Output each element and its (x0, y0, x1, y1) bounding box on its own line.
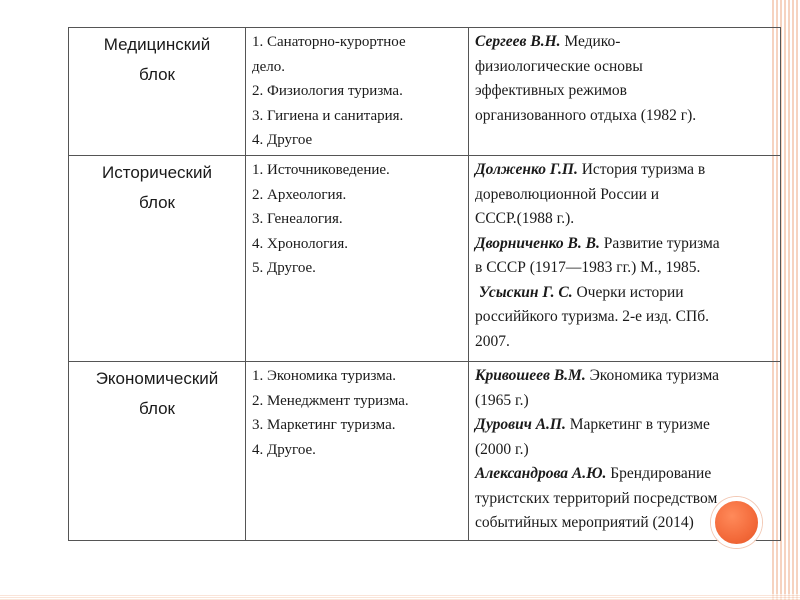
subject-item: 1. Экономика туризма. (252, 368, 397, 384)
subject-item: 1. Источниковедение. (252, 162, 390, 178)
block-name-line: блок (139, 65, 175, 84)
subject-item: 4. Другое (252, 132, 313, 148)
reference-text: Брендирование (606, 465, 712, 482)
reference-line (475, 330, 774, 355)
block-name-line: Медицинский (103, 35, 211, 54)
reference-text: (1965 г.) (475, 391, 529, 409)
subject-item: 3. Гигиена и санитария. (252, 107, 404, 124)
table-body (69, 28, 781, 541)
reference-line (475, 79, 774, 104)
subject-item: 2. Менеджмент туризма. (252, 392, 409, 409)
reference-author: Александрова А.Ю. (475, 465, 607, 482)
reference-author: Дворниченко В. В. (475, 234, 600, 252)
block-name-cell (69, 362, 246, 541)
reference-line (475, 232, 774, 257)
subject-item: 5. Другое. (252, 260, 316, 276)
reference-text: Очерки истории (572, 283, 684, 301)
block-name-line: блок (139, 193, 175, 212)
reference-line (475, 104, 774, 129)
table-row (69, 28, 781, 156)
reference-author: Кривошеев В.М. (475, 367, 586, 384)
subject-item: 3. Генеалогия. (252, 211, 343, 227)
reference-line (475, 183, 774, 208)
block-name-line: Экономический (95, 369, 219, 388)
table-row (69, 362, 781, 541)
reference-text: физиологические основы (475, 57, 643, 75)
reference-author: Сергеев В.Н. (475, 33, 561, 50)
references-cell (469, 156, 781, 362)
subjects-cell (246, 156, 469, 362)
reference-line (475, 389, 774, 414)
subjects-cell (246, 362, 469, 541)
reference-text: организованного отдыха (1982 г). (475, 106, 697, 124)
reference-text: Развитие туризма (599, 234, 720, 252)
decorative-bottom-stripes (0, 594, 800, 600)
subject-item: 4. Другое. (252, 441, 316, 458)
reference-author: Долженко Г.П. (475, 161, 578, 178)
decorative-orange-circle (711, 497, 762, 548)
reference-text: событийных мероприятий (2014) (475, 514, 694, 531)
block-name-line: Исторический (102, 163, 212, 182)
subject-item: 3. Маркетинг туризма. (252, 417, 396, 433)
reference-author: Дурович А.П. (475, 416, 566, 433)
reference-line (475, 462, 774, 487)
disciplines-table (68, 27, 781, 541)
block-name-line: блок (139, 399, 175, 418)
reference-line (475, 256, 774, 281)
reference-text: туристских территорий посредством (475, 489, 718, 507)
reference-line (475, 413, 774, 438)
reference-text: эффективных режимов (475, 82, 627, 99)
subject-item: дело. (252, 58, 286, 75)
subject-item: 2. Археология. (252, 186, 347, 203)
reference-text: Медико- (560, 33, 621, 50)
reference-text: дореволюционной России и (475, 185, 660, 203)
block-name-cell (69, 156, 246, 362)
table-row (69, 156, 781, 362)
reference-text: СССР.(1988 г.). (475, 210, 575, 227)
reference-line (475, 30, 774, 55)
reference-line (475, 438, 774, 463)
subject-item: 1. Санаторно-курортное (252, 34, 406, 50)
reference-text: (2000 г.) (475, 440, 529, 458)
reference-text: История туризма в (577, 161, 706, 178)
reference-text: в СССР (1917—1983 гг.) М., 1985. (475, 259, 701, 276)
reference-line (475, 158, 774, 183)
reference-line (475, 305, 774, 330)
subject-item: 2. Физиология туризма. (252, 83, 403, 99)
reference-author: Усыскин Г. С. (478, 283, 573, 301)
reference-line (475, 281, 774, 306)
reference-text: 2007. (475, 332, 510, 350)
subjects-cell (246, 28, 469, 156)
reference-text: Экономика туризма (585, 367, 720, 384)
reference-line (475, 55, 774, 80)
reference-text: Маркетинг в туризме (565, 416, 710, 433)
subject-item: 4. Хронология. (252, 235, 348, 252)
block-name-cell (69, 28, 246, 156)
reference-text: российйкого туризма. 2-е изд. СПб. (475, 308, 709, 325)
reference-line (475, 207, 774, 232)
references-cell (469, 28, 781, 156)
reference-line (475, 364, 774, 389)
